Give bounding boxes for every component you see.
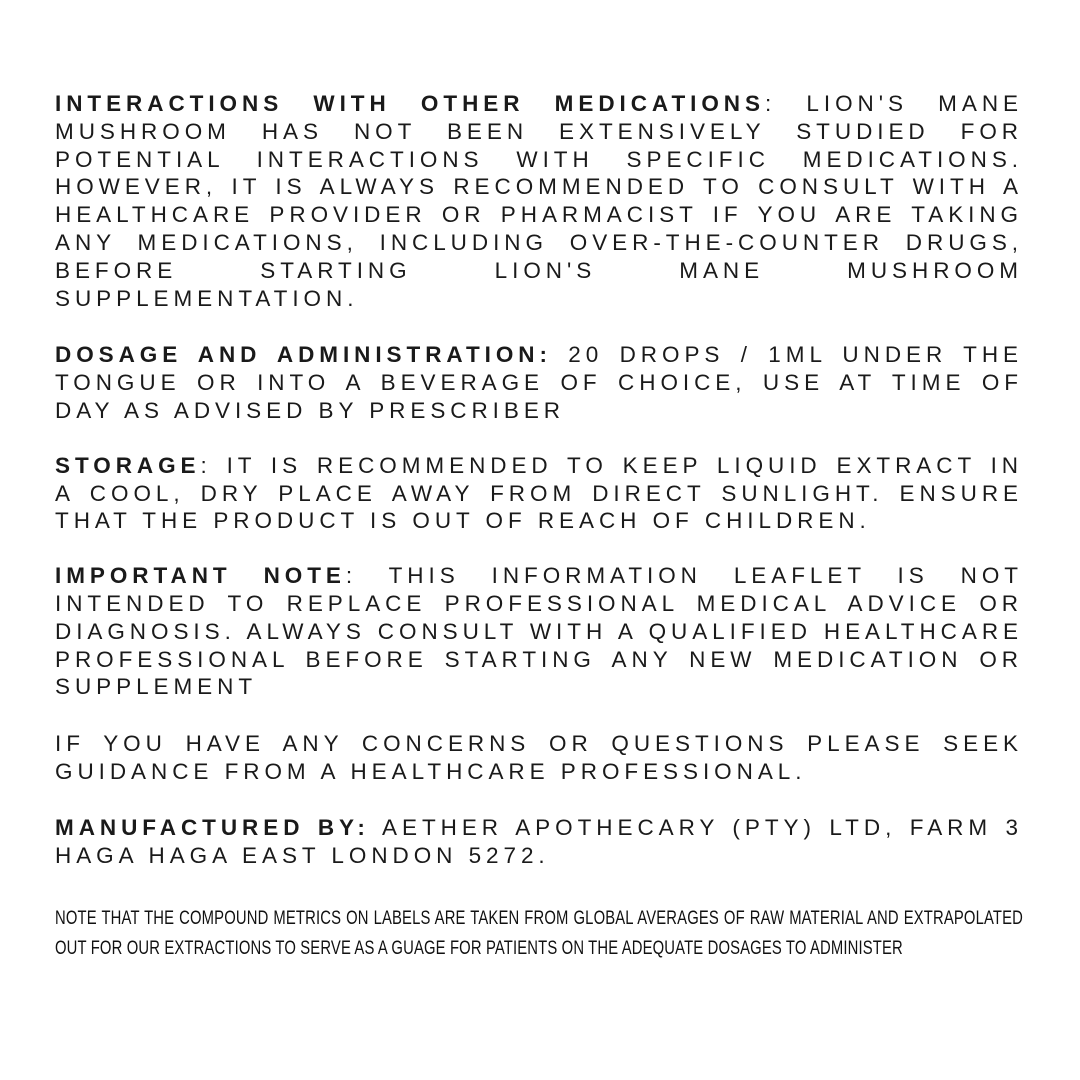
- storage-paragraph: [55, 452, 1023, 535]
- concerns-paragraph: [55, 730, 1023, 786]
- manufacturer-label: MANUFACTURED BY:: [55, 814, 370, 840]
- interactions-text: LION'S MANE MUSHROOM HAS NOT BEEN EXTENSIVELY STUDIED FOR POTENTIAL INTERACTIONS WITH SPECIFIC MEDICATIONS. HOWEVER, IT IS ALWAYS RECOMMENDED TO CONSULT WITH A HEALTHCARE PROVIDER OR PHARMACIST IF YOU ARE TAKING ANY MEDICATIONS, INCLUDING OVER-THE-COUNTER DRUGS, BEFORE STARTING LION'S MANE MUSHROOM SUPPLEMENTATION.: [55, 91, 1023, 311]
- concerns-text: IF YOU HAVE ANY CONCERNS OR QUESTIONS PLEASE SEEK GUIDANCE FROM A HEALTHCARE PROFESSIONAL.: [55, 731, 1023, 784]
- important-note-separator: :: [345, 563, 358, 589]
- dosage-label: DOSAGE AND ADMINISTRATION:: [55, 342, 552, 368]
- manufacturer-text: AETHER APOTHECARY (PTY) LTD, FARM 3 HAGA HAGA EAST LONDON 5272.: [55, 814, 1023, 868]
- footnote-disclaimer: NOTE THAT THE COMPOUND METRICS ON LABELS ARE TAKEN FROM GLOBAL AVERAGES OF RAW MATERIAL AND EXTRAPOLATED OUT FOR OUR EXTRACTIONS TO SERVE AS A GUAGE FOR PATIENTS ON THE ADEQUATE DOSAGES TO ADMINISTER: [55, 908, 1023, 960]
- interactions-separator: :: [764, 91, 777, 116]
- storage-text: IT IS RECOMMENDED TO KEEP LIQUID EXTRACT IN A COOL, DRY PLACE AWAY FROM DIRECT SUNLIGHT. ENSURE THAT THE PRODUCT IS OUT OF REACH OF CHILDREN.: [55, 452, 1023, 534]
- important-note-text: THIS INFORMATION LEAFLET IS NOT INTENDED TO REPLACE PROFESSIONAL MEDICAL ADVICE OR DIAGNOSIS. ALWAYS CONSULT WITH A QUALIFIED HEALTHCARE PROFESSIONAL BEFORE STARTING ANY NEW MEDICATION OR SUPPLEMENT: [55, 563, 1024, 700]
- storage-label: STORAGE: [55, 452, 201, 478]
- manufacturer-paragraph: [55, 814, 1023, 870]
- dosage-text: 20 DROPS / 1ML UNDER THE TONGUE OR INTO A BEVERAGE OF CHOICE, USE AT TIME OF DAY AS ADVISED BY PRESCRIBER: [55, 342, 1023, 423]
- storage-separator: :: [200, 452, 212, 478]
- interactions-paragraph: [55, 90, 1023, 312]
- important-note-label: IMPORTANT NOTE: [55, 563, 346, 589]
- dosage-paragraph: [55, 341, 1023, 424]
- leaflet-page: [55, 90, 1023, 964]
- important-note-paragraph: [55, 562, 1023, 701]
- interactions-label: INTERACTIONS WITH OTHER MEDICATIONS: [55, 91, 765, 116]
